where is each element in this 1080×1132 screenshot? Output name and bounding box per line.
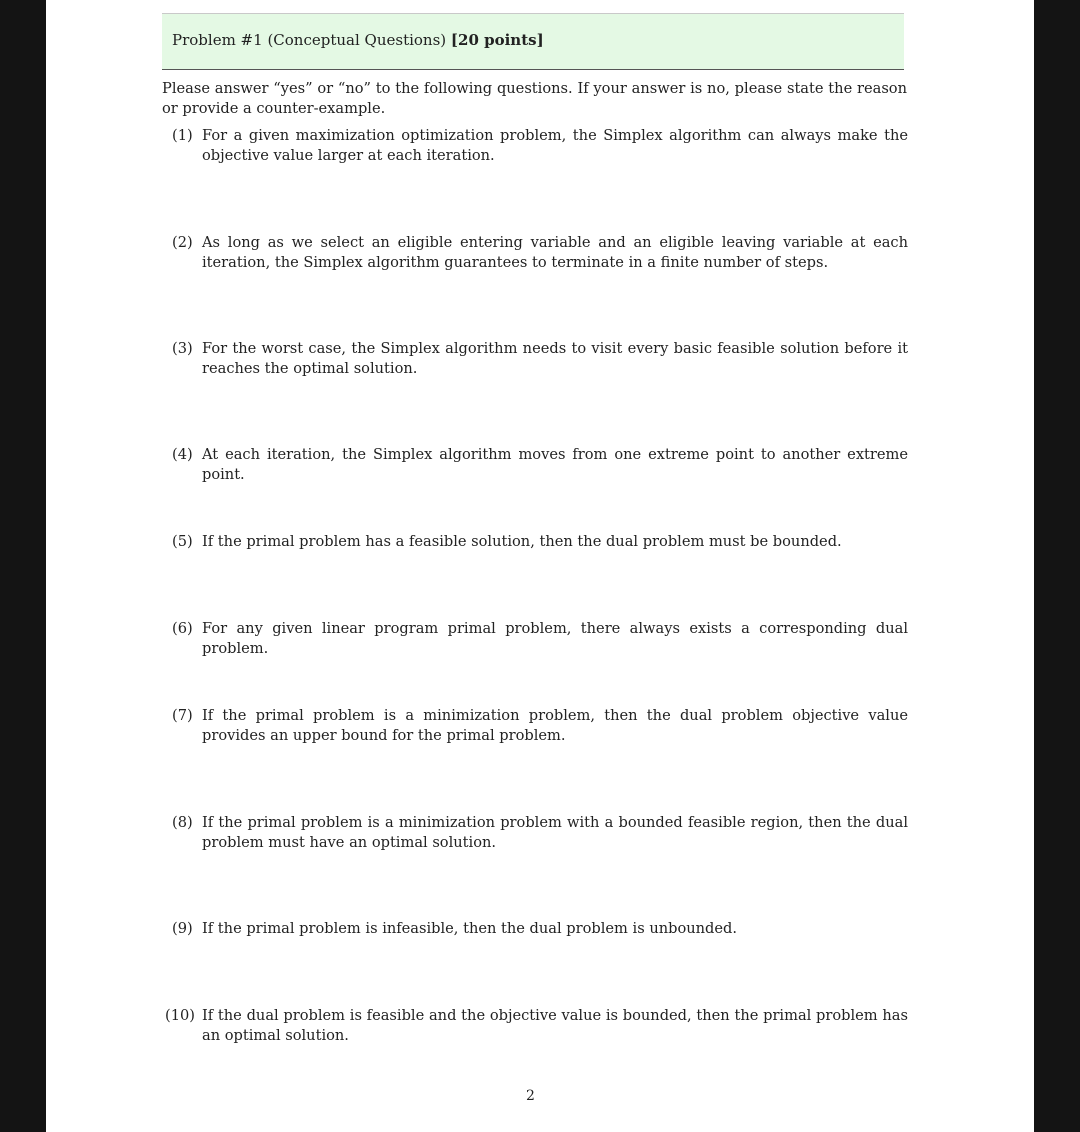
question-item: [172, 532, 908, 552]
question-item: [172, 445, 908, 485]
problem-points: [20 points]: [450, 31, 544, 49]
question-text: For a given maximization optimization problem, the Simplex algorithm can always make the objective value larger at each iteration.: [202, 127, 908, 164]
question-number: (5): [172, 533, 193, 550]
question-number: (2): [172, 234, 193, 251]
question-text: For any given linear program primal problem, there always exists a corresponding dual problem.: [202, 620, 908, 657]
question-number: (3): [172, 340, 193, 357]
problem-title: [172, 31, 544, 49]
question-number: (8): [172, 814, 193, 831]
question-text: For the worst case, the Simplex algorithm needs to visit every basic feasible solution before it reaches the optimal solution.: [202, 340, 908, 377]
question-text: If the primal problem is infeasible, then the dual problem is unbounded.: [202, 920, 738, 937]
viewer-right-margin: [1034, 0, 1080, 1132]
question-text: If the primal problem is a minimization problem with a bounded feasible region, then the dual problem must have an optimal solution.: [202, 814, 908, 851]
question-number: (9): [172, 920, 193, 937]
question-item: [172, 706, 908, 746]
question-item: [172, 619, 908, 659]
page-number: 2: [526, 1088, 535, 1104]
question-number: (1): [172, 127, 193, 144]
instructions: Please answer “yes” or “no” to the following questions. If your answer is no, please state the reason or provide a counter-example.: [162, 80, 907, 117]
question-number: (4): [172, 446, 193, 463]
question-item: [172, 339, 908, 379]
question-text: If the dual problem is feasible and the objective value is bounded, then the primal problem has an optimal solution.: [202, 1007, 908, 1044]
question-number: (7): [172, 707, 193, 724]
question-item: [172, 233, 908, 273]
question-text: If the primal problem has a feasible solution, then the dual problem must be bounded.: [202, 533, 842, 550]
question-text: If the primal problem is a minimization problem, then the dual problem objective value provides an upper bound for the primal problem.: [202, 707, 908, 744]
question-item: [172, 126, 908, 166]
document-page: [46, 0, 1034, 1132]
question-number: (10): [165, 1007, 195, 1024]
problem-header: [162, 13, 904, 70]
question-text: As long as we select an eligible entering variable and an eligible leaving variable at each iteration, the Simplex algorithm guarantees to terminate in a finite number of steps.: [202, 234, 908, 271]
question-item: [172, 813, 908, 853]
question-number: (6): [172, 620, 193, 637]
problem-title-text: Problem #1 (Conceptual Questions): [172, 31, 451, 49]
question-text: At each iteration, the Simplex algorithm moves from one extreme point to another extreme point.: [202, 446, 908, 483]
viewer-left-margin: [0, 0, 46, 1132]
question-item: [172, 919, 908, 939]
question-item: [165, 1006, 908, 1046]
